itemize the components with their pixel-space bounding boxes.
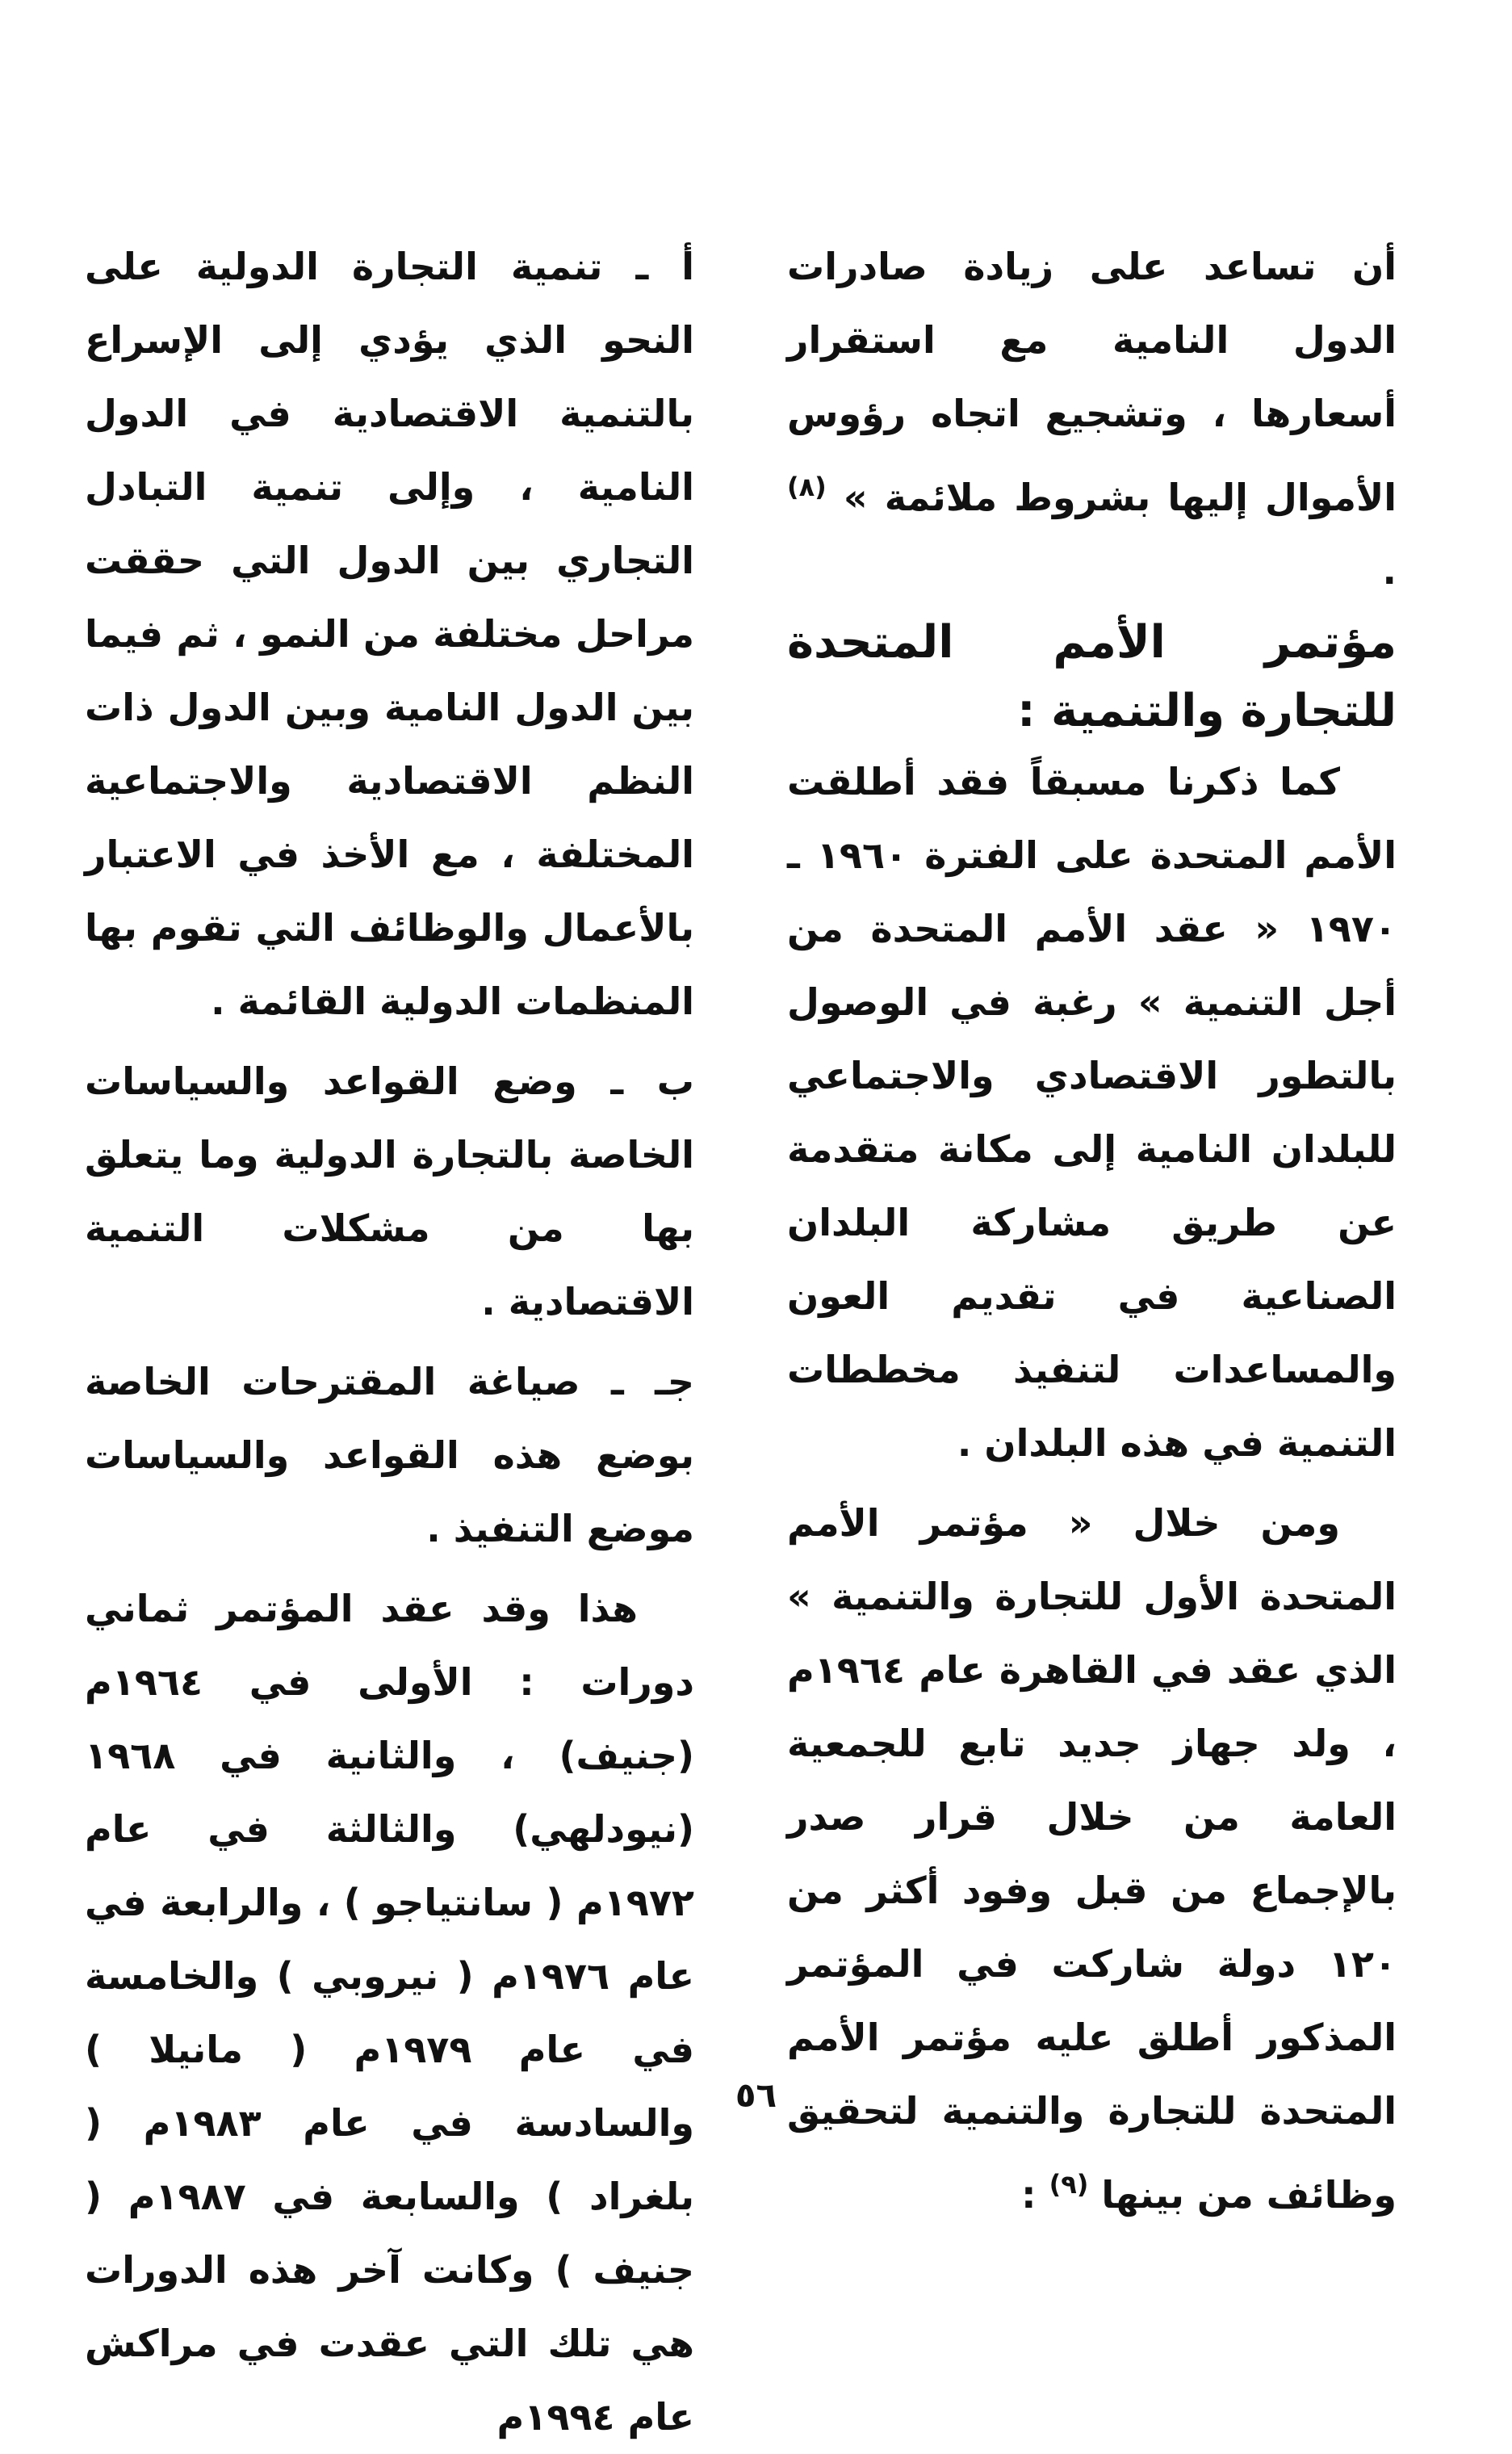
paragraph-3 <box>787 1487 1397 2232</box>
list-item-a: أ ـ تنمية التجارة الدولية على النحو الذي يؤدي إلى الإسراع بالتنمية الاقتصادية في الدول النامية ، وإلى تنمية التبادل التجاري بين الدول التي حققت مراحل مختلفة من النمو ، ثم فيما بين الدول النامية وبين الدول ذات النظم الاقتصادية والاجتماعية المختلفة ، مع الأخذ في الاعتبار بالأعمال والوظائف التي تقوم بها المنظمات الدولية القائمة . <box>85 245 694 1023</box>
paragraph-1-end: . <box>1382 549 1397 593</box>
list-item-c: جـ ـ صياغة المقترحات الخاصة بوضع هذه القواعد والسياسات موضع التنفيذ . <box>85 1360 694 1550</box>
left-column <box>85 230 694 2454</box>
paragraph-3-end: : <box>1021 2173 1037 2217</box>
paragraph-3-text: ومن خلال « مؤتمر الأمم المتحدة الأول للتجارة والتنمية » الذي عقد في القاهرة عام ١٩٦٤م ، ولد جهاز جديد تابع للجمعية العامة من خلال قرار صدر بالإجماع من قبل وفود أكثر من ١٢٠ دولة شاركت في المؤتمر المذكور أطلق عليه مؤتمر الأمم المتحدة للتجارة والتنمية لتحقيق وظائف من بينها <box>787 1501 1397 2217</box>
paragraph-1-text: أن تساعد على زيادة صادرات الدول النامية مع استقرار أسعارها ، وتشجيع اتجاه رؤوس الأموال إليها بشروط ملائمة » <box>787 245 1397 519</box>
footnote-ref-8: (٨) <box>787 472 827 502</box>
footnote-ref-9: (٩) <box>1049 2169 1089 2200</box>
paragraph-1 <box>787 230 1397 608</box>
paragraph-2: كما ذكرنا مسبقاً فقد أطلقت الأمم المتحدة على الفترة ١٩٦٠ ـ ١٩٧٠ « عقد الأمم المتحدة من أجل التنمية » رغبة في الوصول بالتطور الاقتصادي والاجتماعي للبلدان النامية إلى مكانة متقدمة عن طريق مشاركة البلدان الصناعية في تقديم العون والمساعدات لتنفيذ مخططات التنمية في هذه البلدان . <box>787 760 1397 1465</box>
list-item-b: ب ـ وضع القواعد والسياسات الخاصة بالتجارة الدولية وما يتعلق بها من مشكلات التنمية الاقتصادية . <box>85 1059 694 1323</box>
right-column <box>787 230 1397 2232</box>
page-number: ٥٦ <box>735 2075 777 2115</box>
section-heading: مؤتمر الأمم المتحدة للتجارة والتنمية : <box>787 616 1397 737</box>
paragraph-sessions: هذا وقد عقد المؤتمر ثماني دورات : الأولى في ١٩٦٤م (جنيف) ، والثانية في ١٩٦٨ (نيودلهي) والثالثة في عام ١٩٧٢م ( سانتياجو ) ، والرابعة في عام ١٩٧٦م ( نيروبي ) والخامسة في عام ١٩٧٩م ( مانيلا ) والسادسة في عام ١٩٨٣م ( بلغراد ) والسابعة في ١٩٨٧م ( جنيف ) وكانت آخر هذه الدورات هي تلك التي عقدت في مراكش عام ١٩٩٤م <box>85 1587 694 2439</box>
